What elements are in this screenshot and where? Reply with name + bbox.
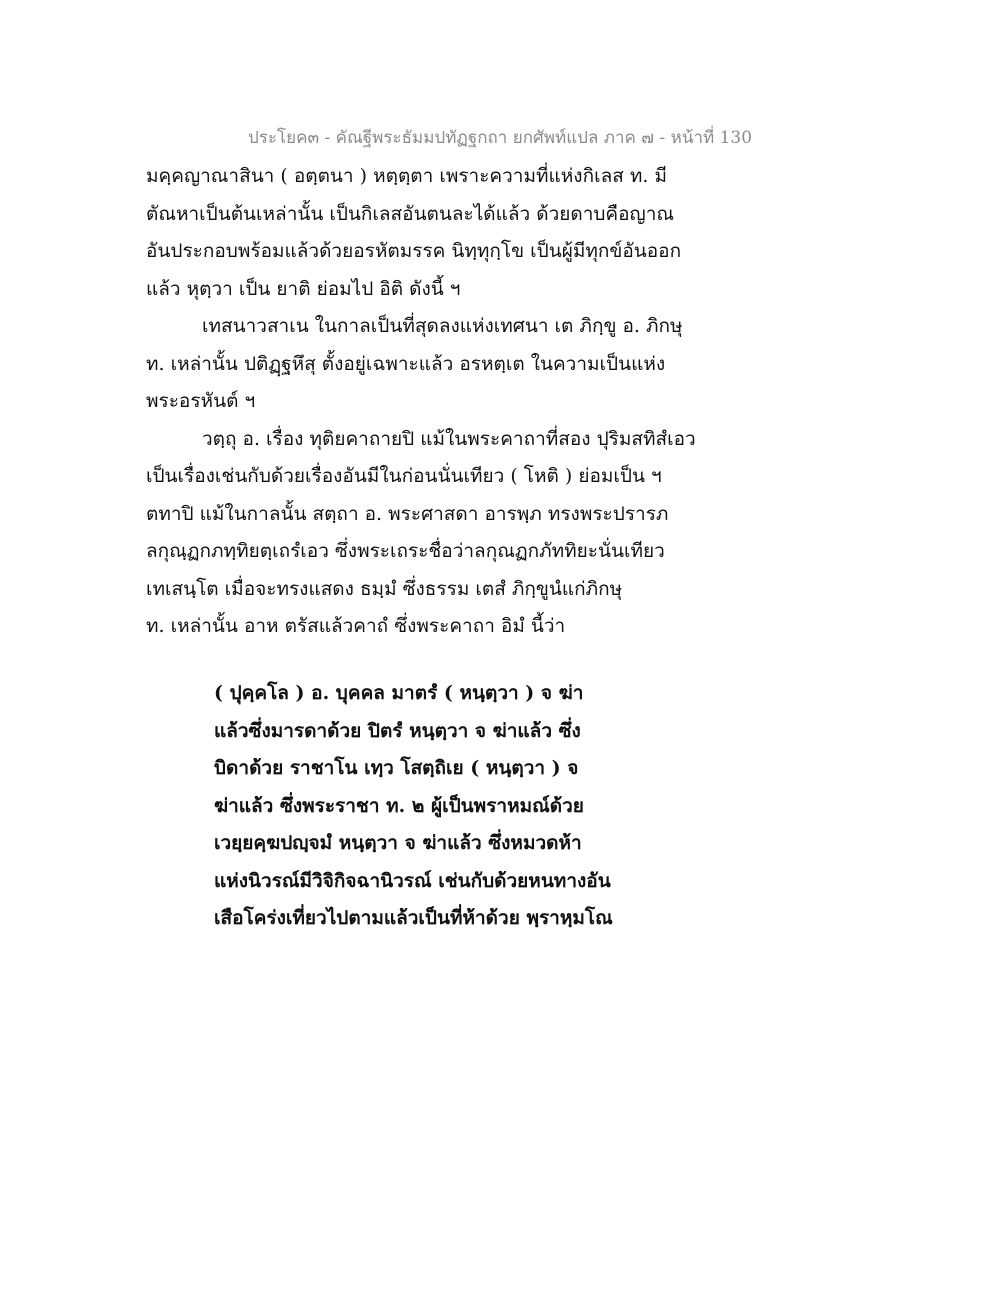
verse-line: บิดาด้วย ราชาโน เทฺว โสตฺถิเย ( หนฺตฺวา ) จ	[214, 757, 579, 779]
body-line: เป็นเรื่องเช่นกับด้วยเรื่องอันมีในก่อนนั่นเทียว ( โหติ ) ย่อมเป็น ฯ	[146, 465, 662, 487]
verse-line: ฆ่าแล้ว ซึ่งพระราชา ท. ๒ ผู้เป็นพราหมณ์ด้วย	[214, 794, 584, 817]
verse-line: เวยฺยคฺฆปญฺจมํ หนฺตฺวา จ ฆ่าแล้ว ซึ่งหมวดห้า	[214, 832, 582, 854]
body-line: ท. เหล่านั้น อาห ตรัสแล้วคาถํ ซึ่งพระคาถา อิมํ นี้ว่า	[146, 615, 566, 637]
page-header	[0, 124, 1000, 151]
body-line: เทเสนฺโต เมื่อจะทรงแสดง ธมฺมํ ซึ่งธรรม เตสํ ภิกฺขูนํแก่ภิกษุ	[146, 577, 623, 600]
body-line: ตทาปิ แม้ในกาลนั้น สตฺถา อ. พระศาสดา อารพฺภ ทรงพระปรารภ	[146, 502, 669, 525]
page-header-text: ประโยค๓ - คัณฐีพระธัมมปทัฏฐกถา ยกศัพท์แปล ภาค ๗ - หน้าที่ 130	[247, 128, 753, 148]
body-line: พระอรหันต์ ฯ	[146, 390, 256, 412]
verse-line: เสือโคร่งเที่ยวไปตามแล้วเป็นที่ห้าด้วย พฺราหฺมโณ	[214, 907, 613, 929]
body-line: แล้ว หุตฺวา เป็น ยาติ ย่อมไป อิติ ดังนี้ ฯ	[146, 277, 461, 300]
verse-line: แห่งนิวรณ์มีวิจิกิจฉานิวรณ์ เช่นกับด้วยหนทางอัน	[214, 869, 611, 892]
verse-line: แล้วซึ่งมารดาด้วย ปิตรํ หนฺตฺวา จ ฆ่าแล้ว ซึ่ง	[214, 719, 581, 742]
body-line: ลกุณฺฏกภทฺทิยตฺเถรํเอว ซึ่งพระเถระชื่อว่าลกุณฏกภัททิยะนั่นเทียว	[146, 540, 665, 562]
body-text	[146, 158, 726, 646]
body-line: ท. เหล่านั้น ปติฏฺฐหึสุ ตั้งอยู่เฉพาะแล้ว อรหตฺเต ในความเป็นแห่ง	[146, 352, 666, 375]
verse-line: ( ปุคฺคโล ) อ. บุคคล มาตรํ ( หนฺตฺวา ) จ ฆ่า	[214, 682, 584, 704]
body-line: วตฺถุ อ. เรื่อง ทุติยคาถายปิ แม้ในพระคาถาที่สอง ปุริมสทิสํเอว	[202, 427, 696, 450]
body-line: ตัณหาเป็นต้นเหล่านั้น เป็นกิเลสอันตนละได้แล้ว ด้วยดาบคือญาณ	[146, 202, 675, 225]
verse-block	[214, 675, 734, 938]
body-line: อันประกอบพร้อมแล้วด้วยอรหัตมรรค นิทฺทุกฺโข เป็นผู้มีทุกข์อันออก	[146, 240, 682, 262]
body-line: มคฺคญาณาสินา ( อตฺตนา ) หตฺตฺตา เพราะความที่แห่งกิเลส ท. มี	[146, 165, 667, 187]
body-line: เทสนาวสาเน ในกาลเป็นที่สุดลงแห่งเทศนา เต ภิกฺขู อ. ภิกษุ	[202, 315, 683, 337]
